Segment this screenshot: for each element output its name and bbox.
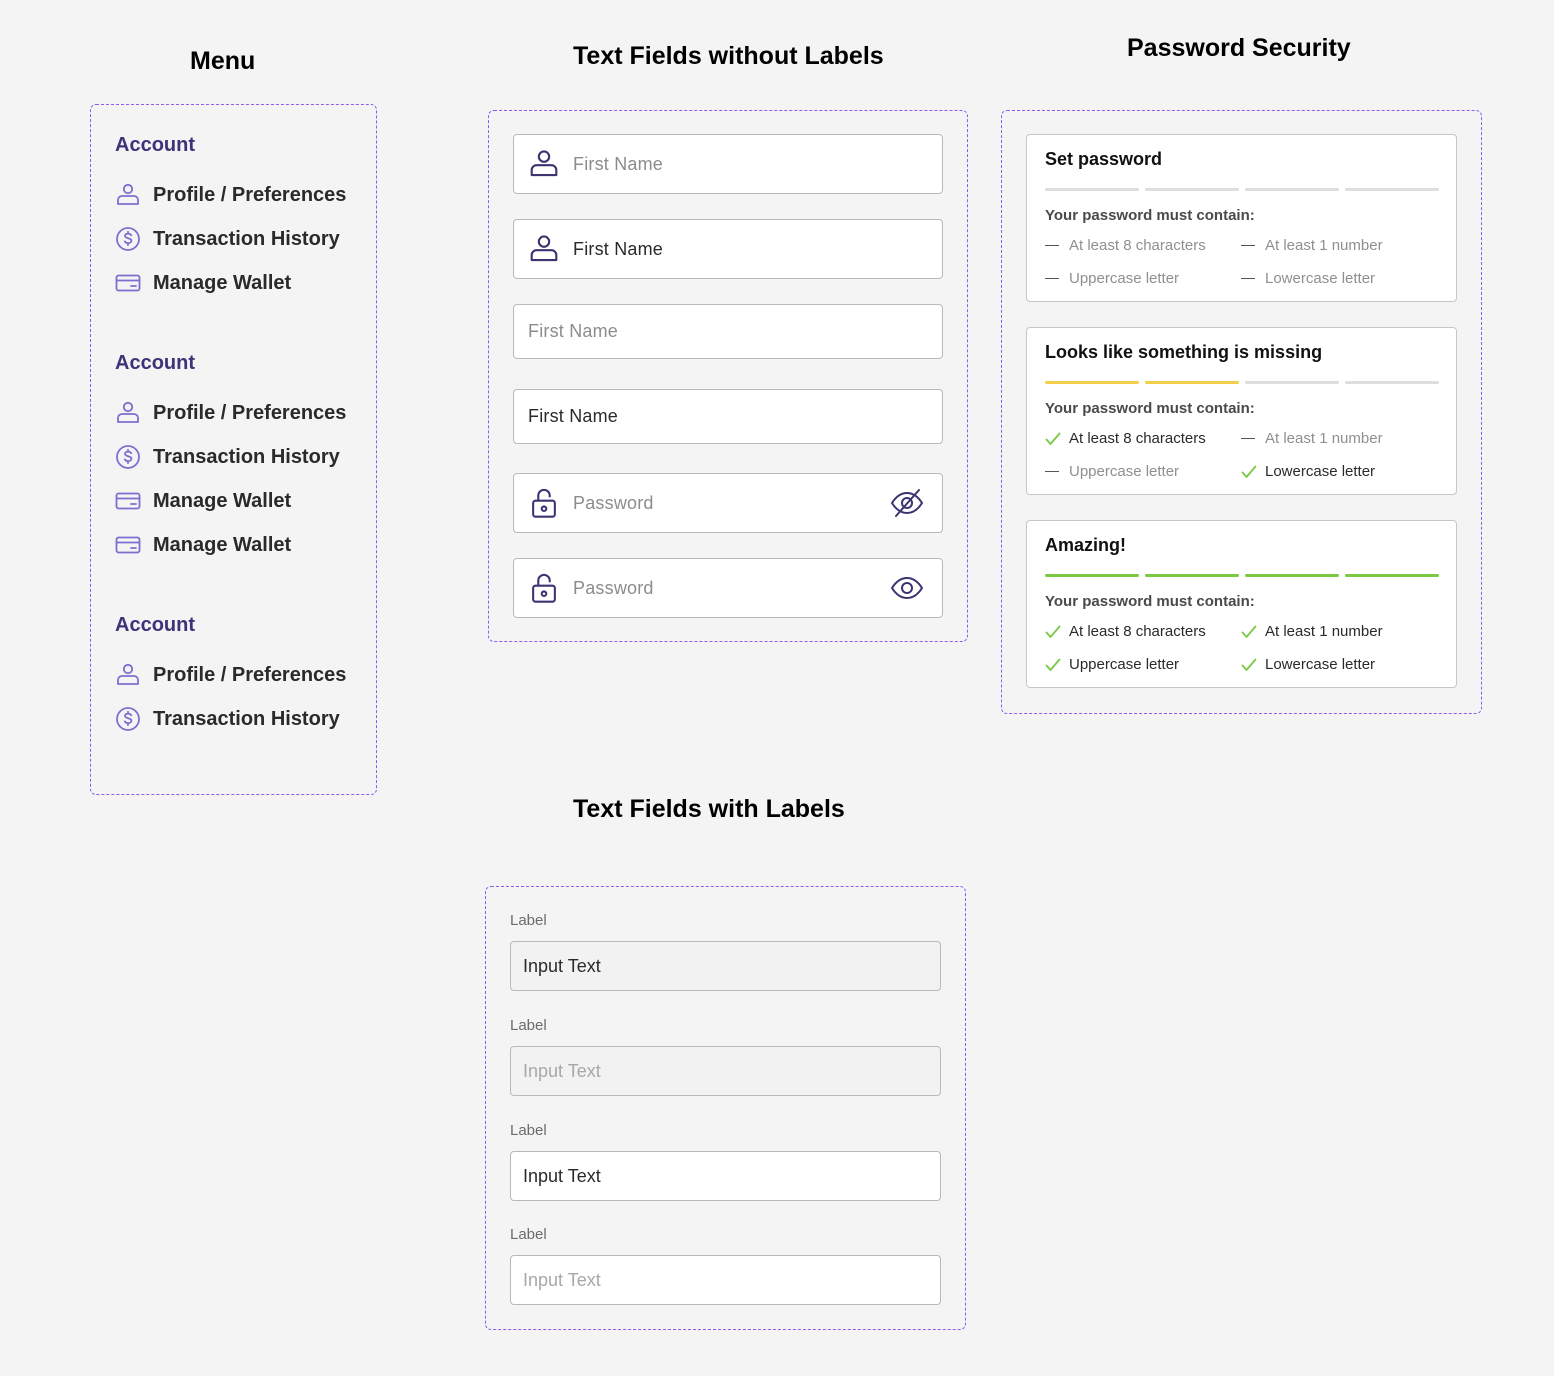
requirement-text: Lowercase letter bbox=[1265, 270, 1376, 287]
strength-bar bbox=[1045, 188, 1139, 191]
menu-item-transactions[interactable] bbox=[115, 435, 346, 479]
field-label: Label bbox=[510, 912, 547, 929]
strength-bar bbox=[1245, 381, 1339, 384]
eye-icon[interactable] bbox=[890, 571, 924, 605]
strength-bar bbox=[1345, 381, 1439, 384]
menu-item-label: Profile / Preferences bbox=[153, 663, 347, 686]
menu-item-label: Transaction History bbox=[153, 445, 340, 468]
strength-bar bbox=[1145, 188, 1239, 191]
menu-item-transactions[interactable] bbox=[115, 697, 346, 741]
password-requirement bbox=[1045, 623, 1206, 640]
menu-item-wallet[interactable] bbox=[115, 523, 346, 567]
strength-meter bbox=[1045, 188, 1439, 191]
strength-bar bbox=[1145, 381, 1239, 384]
password-input[interactable] bbox=[513, 558, 943, 618]
check-icon bbox=[1045, 658, 1069, 672]
menu-item-profile[interactable] bbox=[115, 173, 346, 217]
requirements-heading: Your password must contain: bbox=[1045, 593, 1255, 610]
menu-item-profile[interactable] bbox=[115, 391, 346, 435]
check-icon bbox=[1241, 625, 1265, 639]
menu-item-wallet[interactable] bbox=[115, 261, 346, 305]
dash-icon bbox=[1241, 278, 1265, 280]
requirements-heading: Your password must contain: bbox=[1045, 400, 1255, 417]
password-requirement bbox=[1045, 463, 1179, 480]
password-card bbox=[1026, 520, 1457, 688]
menu-item-label: Transaction History bbox=[153, 227, 340, 250]
requirement-text: At least 8 characters bbox=[1069, 430, 1206, 447]
input-value: Input Text bbox=[523, 1060, 601, 1081]
menu-item-profile[interactable] bbox=[115, 653, 346, 697]
labeled-input[interactable] bbox=[510, 1046, 941, 1096]
menu-item-label: Manage Wallet bbox=[153, 489, 292, 512]
requirement-text: At least 1 number bbox=[1265, 430, 1383, 447]
check-icon bbox=[1045, 432, 1069, 446]
password-requirement bbox=[1241, 463, 1375, 480]
input-placeholder: Password bbox=[573, 577, 654, 598]
menu-item-label: Profile / Preferences bbox=[153, 183, 347, 206]
credit-card-icon bbox=[115, 532, 153, 558]
dollar-circle-icon bbox=[115, 444, 153, 470]
labeled-input[interactable] bbox=[510, 1151, 941, 1201]
input-value: Input Text bbox=[523, 955, 601, 976]
input-value: Input Text bbox=[523, 1165, 601, 1186]
strength-bar bbox=[1345, 188, 1439, 191]
strength-bar bbox=[1345, 574, 1439, 577]
menu-group bbox=[115, 350, 346, 567]
requirement-text: Uppercase letter bbox=[1069, 656, 1180, 673]
strength-bar bbox=[1045, 574, 1139, 577]
dollar-circle-icon bbox=[115, 706, 153, 732]
lock-icon bbox=[514, 572, 573, 604]
menu-item-label: Profile / Preferences bbox=[153, 401, 347, 424]
menu-group bbox=[115, 612, 346, 741]
menu-section-title: Menu bbox=[190, 47, 256, 75]
password-card bbox=[1026, 327, 1457, 495]
menu-item-label: Manage Wallet bbox=[153, 271, 292, 294]
password-requirement bbox=[1241, 430, 1383, 447]
password-card bbox=[1026, 134, 1457, 302]
menu-item-label: Transaction History bbox=[153, 707, 340, 730]
menu-item-wallet[interactable] bbox=[115, 479, 346, 523]
dash-icon bbox=[1045, 278, 1069, 280]
labeled-input[interactable] bbox=[510, 941, 941, 991]
input-placeholder: Password bbox=[573, 492, 654, 513]
labeled-input[interactable] bbox=[510, 1255, 941, 1305]
requirement-text: At least 1 number bbox=[1265, 237, 1383, 254]
password-requirement bbox=[1241, 237, 1383, 254]
requirement-text: At least 8 characters bbox=[1069, 237, 1206, 254]
input-placeholder: First Name bbox=[573, 153, 664, 174]
credit-card-icon bbox=[115, 270, 153, 296]
user-icon bbox=[115, 662, 153, 688]
strength-meter bbox=[1045, 381, 1439, 384]
requirement-text: Uppercase letter bbox=[1069, 463, 1180, 480]
password-card-title: Set password bbox=[1045, 149, 1163, 169]
dollar-circle-icon bbox=[115, 226, 153, 252]
requirement-text: Lowercase letter bbox=[1265, 463, 1376, 480]
menu-group-header: Account bbox=[115, 614, 195, 636]
credit-card-icon bbox=[115, 488, 153, 514]
text-fields-no-labels-title: Text Fields without Labels bbox=[573, 42, 884, 70]
password-requirement bbox=[1045, 270, 1179, 287]
first-name-input[interactable] bbox=[513, 219, 943, 279]
password-requirement bbox=[1241, 270, 1375, 287]
first-name-input[interactable] bbox=[513, 134, 943, 194]
menu-group-header: Account bbox=[115, 134, 195, 156]
check-icon bbox=[1045, 625, 1069, 639]
input-placeholder: Input Text bbox=[523, 1269, 601, 1290]
first-name-input[interactable] bbox=[513, 304, 943, 359]
user-icon bbox=[514, 148, 573, 180]
password-requirement bbox=[1045, 430, 1206, 447]
dash-icon bbox=[1241, 245, 1265, 247]
menu-item-label: Manage Wallet bbox=[153, 533, 292, 556]
field-label: Label bbox=[510, 1017, 547, 1034]
user-icon bbox=[115, 182, 153, 208]
dash-icon bbox=[1045, 471, 1069, 473]
strength-bar bbox=[1245, 574, 1339, 577]
strength-meter bbox=[1045, 574, 1439, 577]
password-requirement bbox=[1241, 623, 1383, 640]
input-value: First Name bbox=[573, 238, 664, 259]
password-input[interactable] bbox=[513, 473, 943, 533]
password-requirement bbox=[1045, 656, 1179, 673]
dash-icon bbox=[1241, 438, 1265, 440]
field-label: Label bbox=[510, 1226, 547, 1243]
check-icon bbox=[1241, 465, 1265, 479]
requirement-text: At least 8 characters bbox=[1069, 623, 1206, 640]
requirement-text: Lowercase letter bbox=[1265, 656, 1376, 673]
input-value: First Name bbox=[528, 406, 619, 426]
password-requirement bbox=[1045, 237, 1206, 254]
user-icon bbox=[115, 400, 153, 426]
password-security-title: Password Security bbox=[1127, 34, 1351, 62]
text-fields-with-labels-title: Text Fields with Labels bbox=[573, 795, 845, 823]
lock-icon bbox=[514, 487, 573, 519]
menu-group bbox=[115, 132, 346, 305]
input-placeholder: First Name bbox=[528, 321, 619, 341]
password-card-title: Amazing! bbox=[1045, 535, 1126, 555]
eye-off-icon[interactable] bbox=[890, 486, 924, 520]
field-label: Label bbox=[510, 1122, 547, 1139]
password-requirement bbox=[1241, 656, 1375, 673]
menu-item-transactions[interactable] bbox=[115, 217, 346, 261]
dash-icon bbox=[1045, 245, 1069, 247]
strength-bar bbox=[1245, 188, 1339, 191]
menu-group-header: Account bbox=[115, 352, 195, 374]
check-icon bbox=[1241, 658, 1265, 672]
requirement-text: At least 1 number bbox=[1265, 623, 1383, 640]
first-name-input[interactable] bbox=[513, 389, 943, 444]
user-icon bbox=[514, 233, 573, 265]
strength-bar bbox=[1045, 381, 1139, 384]
requirements-heading: Your password must contain: bbox=[1045, 207, 1255, 224]
strength-bar bbox=[1145, 574, 1239, 577]
requirement-text: Uppercase letter bbox=[1069, 270, 1180, 287]
password-card-title: Looks like something is missing bbox=[1045, 342, 1323, 362]
